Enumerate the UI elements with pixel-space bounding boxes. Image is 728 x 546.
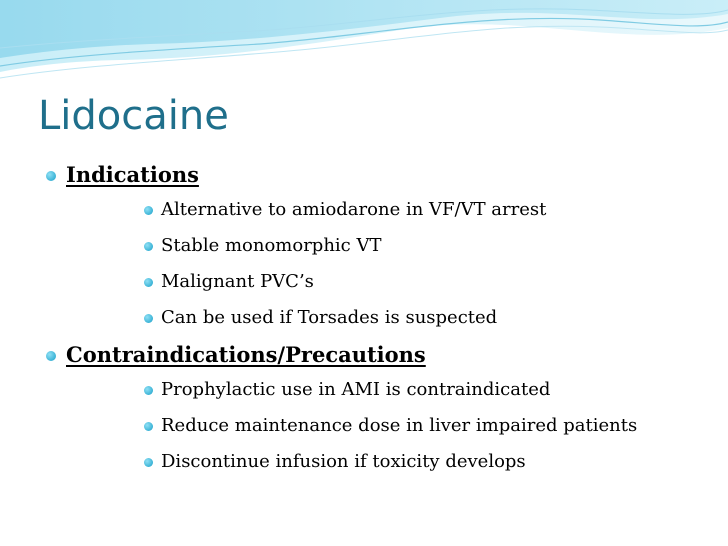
bullet-icon [144,458,153,467]
indications-list [66,192,728,336]
list-item-text: Malignant PVC’s [161,271,314,292]
list-item [66,228,728,264]
bullet-icon [144,206,153,215]
list-item [66,300,728,336]
slide-title: Lidocaine [38,93,229,139]
list-item [66,264,728,300]
list-item [66,444,728,480]
bullet-icon [144,386,153,395]
bullet-list [0,158,728,480]
section-indications [0,158,728,336]
section-contraindications [0,338,728,480]
list-item [66,408,728,444]
bullet-icon [144,278,153,287]
section-heading: Contraindications/Precautions [66,342,426,367]
bullet-icon [144,422,153,431]
contraindications-list [66,372,728,480]
list-item-text: Discontinue infusion if toxicity develops [161,451,526,472]
list-item [66,372,728,408]
wave-header-decoration [0,0,728,100]
list-item-text: Can be used if Torsades is suspected [161,307,498,328]
list-item-text: Reduce maintenance dose in liver impaired patients [161,415,638,436]
bullet-icon [46,171,56,181]
list-item-text: Stable monomorphic VT [161,235,382,256]
bullet-icon [144,314,153,323]
bullet-icon [46,351,56,361]
bullet-icon [144,242,153,251]
section-heading: Indications [66,162,199,187]
list-item [66,192,728,228]
list-item-text: Alternative to amiodarone in VF/VT arrest [161,199,547,220]
list-item-text: Prophylactic use in AMI is contraindicated [161,379,551,400]
